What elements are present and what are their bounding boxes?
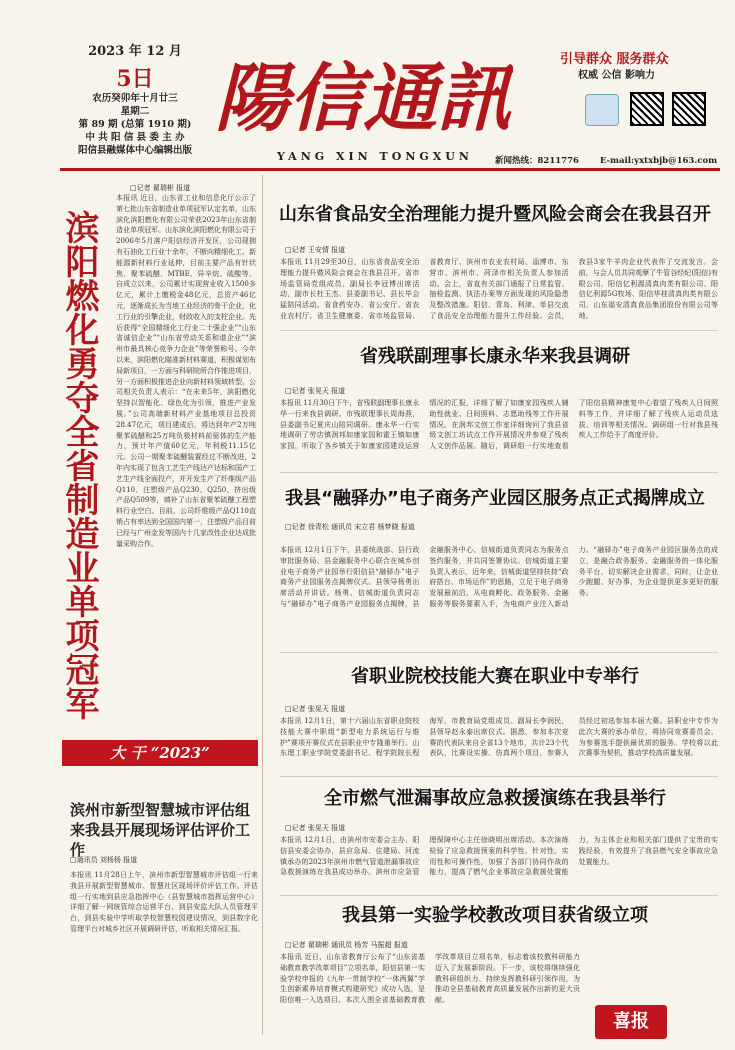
title-char-2: 信 [289,56,363,142]
media-center-logo [585,94,619,126]
news-hotline: 新闻热线：8211776 [495,156,579,166]
article-2-headline: 省残联副理事长康永华来我县调研 [360,346,630,367]
article-5-headline: 全市燃气泄漏事故应急救援演练在我县举行 [324,788,666,809]
article-divider [280,776,718,777]
title-char-1: 陽 [215,56,289,142]
article-divider [280,652,718,653]
email: E-mail:yxtxbjb@163.com [599,156,718,166]
lunar-date: 农历癸卯年十月廿三 [92,93,178,104]
article-3-headline: 我县“融驿办”电子商务产业园区服务点正式揭牌成立 [285,488,705,509]
weekday: 星期二 [120,106,150,117]
left-body: 本报讯 近日，山东省工业和信息化厅公示了第七批山东省制造业单项冠军认定名单，山东滨化滨阳燃化有限公司荣获2023年山东省制造业单项冠军。山东滨化滨阳燃化有限公司于2006年5月落户阳信经济开发区，公司现拥有石油化工行业十余年，不断向精细化工、新能源新材料行业延伸，目前主要产品有针状焦、聚苯硫醚、MTBE、异辛烷、硫酸等。自成立以来，公司累计实现营业收入1500多亿元，累计上缴税金48亿元，总资产46亿元，逐渐成长为当地工业经济的骨干企业，化工行业的引擎企业，财政收入的支柱企业。先后获得“全国精细化工行业二十强企业”“山东省诚信企业”“山东省劳动关系和谐企业”“滨州市最具核心竞争力企业”等荣誉称号。今年以来，滨阳燃化瞄准新材料赛道，积极谋划布局新项目，一方面与科研院所合作推进项目，另一方面积极推进企业向新材料领域转型。公司相关负责人表示：“在未来5年，滨阳燃化坚持以智能化、绿色化为引领，推进产业发展。”公司高端新材料产业基地项目总投资28.47亿元，项目建成后，将达到年产2万吨聚苯硫醚和25万吨负极材料前驱体的生产能力，预计年产值60亿元，年利税11.15亿元。公司一期聚苯硫醚装置经过不断改进，2年内实现了包含工艺生产线达产达标和国产工艺生产线全面投产，并开发生产了纤维级产品Q110、注塑级产品Q230、Q250、挤出级产品Q509等，填补了山东省聚苯硫醚工程塑料行业空白。目前，公司纤维级产品Q110直销占有率达到全国国内第一，注塑级产品目前已经与广州金发等国内十几家改性企业达成批量采购合作。 [116,194,256,548]
article-divider [280,472,718,473]
left-headline: 滨阳燃化勇夺全省制造业单项冠军 [59,210,99,720]
masthead-rule [60,168,720,171]
article-2-byline: □记者 张晃天 报道 [285,387,346,395]
masthead-day: 5日 [116,66,154,92]
slogan-primary: 引导群众 服务群众 [560,52,669,67]
masthead-info [60,92,210,157]
qr-code-icon [672,92,706,126]
left-byline: □记者 翟瑞彬 报道 [130,184,191,192]
masthead-date: 2023 年 12 月 [88,44,182,59]
article-3-body: 本报讯 12月1日下午，县委统战部、县行政审批服务局、县金融服务中心联合在城乡创业电子商务产业园举行阳信县“融驿办”电子商务产业园服务点揭牌仪式。县领导杨勇出席活动并讲话。杨勇、信城街道负责同志与“融驿办”电子商务产业园服务点揭牌，县金融服务中心、信城街道负责同志为服务点签约服务，并共同签署协议。信城街道主要负责人表示，近年来，信城街道坚持扶持“政府搭台、市场运作”的思路，立足于电子商务发展最前沿，从电商孵化、政务服务、金融服务等服务要素入手，为电商产业注入新动力。“融驿办”电子商务产业园区服务点的成立，是融合政务服务、金融服务的一体化服务平台，切实解决企业需求，同时，让企业少跑腿、好办事，为企业提供更多更好的服务。 [280,546,718,608]
contact-info [495,154,717,166]
title-char-4: 訊 [437,56,511,142]
feature-byline: □通讯员 刘杨杨 报道 [70,856,138,864]
article-1-headline: 山东省食品安全治理能力提升暨风险会商会在我县召开 [279,204,711,225]
column-divider [262,175,263,1035]
article-6-body: 本报讯 近日，山东省教育厅公布了“山东省基础教育教学改革项目”立项名单，阳信县第一实验学校申报的《九年一贯制学校“一体两翼”学生创新素养培育模式构建研究》成功入选，是阳信唯一入选项目。本次入围全省基础教育教学改革项目立项名单，标志着该校教科研能力迈入了发展新阶段。下一步，该校将继续强化教科研组织力、持续发挥教科研引领作用，为推动全县基础教育高质量发展作出新的更大贡献。 [280,953,580,1005]
feature-banner: 大 干 “2023” [62,740,258,766]
feature-body: 本报讯 11月28日上午，滨州市新型智慧城市评估组一行来我县开展新型智慧城市、智慧社区现场评价评估工作。评估组一行实地到县应急指挥中心（县智慧城市指挥运营中心）详细了解一网统管综合运营平台、到县安监大队人员管理平台，到县实验中学听取学校智慧校园建设情况，到县数字化管理平台对城乡社区开展调研评估，听取相关情况汇报。 [70,871,258,933]
slogan-secondary: 权威 公信 影响力 [578,70,655,81]
article-4-byline: □记者 张晃天 报道 [285,705,346,713]
title-char-3: 通 [363,56,437,142]
good-news-badge: 喜报 [595,1005,667,1039]
article-6-byline: □记者 翟瑞彬 通讯员 杨芳 马振超 报道 [285,941,408,949]
title-pinyin: YANG XIN TONGXUN [277,150,473,163]
article-1-byline: □记者 王安情 报道 [285,246,346,254]
article-4-headline: 省职业院校技能大赛在职业中专举行 [351,666,639,687]
article-divider [280,895,718,896]
feature-headline: 滨州市新型智慧城市评估组来我县开展现场评估评价工作 [70,801,251,859]
qr-code-icon [630,92,664,126]
article-2-body: 本报讯 11月30日下午，省残联副理事长康永华一行来我县调研。市残联理事长周海燕，县委副书记夏庆山陪同调研。康永华一行实地调研了劳店镇润邦如康家园和霍王镇如康家园，听取了各乡镇关于如康家园建设运营情况的汇报，详细了解了如康家园残疾人辅助性就业、日间照料、志愿助残等工作开展情况。在润邦文创工作室详细询问了我县省级文创工坊试点工作开展情况并参观了残疾人文创作品展。随后，调研组一行实地查看了阳信县精神康复中心看望了残疾人日间照料等工作，并详细了解了残疾人运动员选拔、培训等相关情况。调研组一行对我县残疾人工作给予了高度评价。 [280,399,718,451]
sponsor: 中 共 阳 信 县 委 主 办 [85,132,185,143]
newspaper-title-logo [213,28,513,148]
article-5-body: 本报讯 12月1日，由滨州市安委会主办，阳信县安委会协办，县应急局、住建局、河流镇承办的2023年滨州市燃气管道泄漏事故应急救援演练在我县成功举办。滨州市应急管理保障中心主任徐晓明出席活动。本次演练检验了应急救援预案的科学性、针对性、实用性和可操作性，加强了各部门协同作战的能力，提高了燃气企业事故应急救援处置能力，为主体企业和相关部门提供了宝贵的实践经验，有效提升了我县燃气安全事故应急处置能力。 [280,836,718,877]
article-5-byline: □记者 张晃天 报道 [285,824,346,832]
article-3-byline: □记者 徐青松 通讯员 宋立君 杨梦晓 报道 [285,523,415,531]
issue-number: 第 89 期 (总第 1910 期) [78,119,192,130]
article-1-body: 本报讯 11月29至30日，山东省食品安全治理能力提升暨风险会商会在我县召开。省市场监管局党组成员、副局长李冠博出席活动，副市长杜玉杰、县委副书记、县长毕会猛陪同活动。省食药安办、省公安厅、省农业农村厅、省卫生健康委、省市场监管局、省教育厅、滨州市农业农村局、淄博市、东营市、滨州市、菏泽市相关负责人参加活动。会上，省直有关部门通报了日常监管、抽检监测、执法办案等方面发现的风险隐患及整改措施。阳信、青岛、利津、单县交流了食品安全治理能力提升工作经验。会员，我县3家牛羊肉企业代表作了交流发言。会前，与会人员共同观摩了牛管谷经纪(阳信)有限公司、阳信亿利源清真肉类有限公司、阳信亿利源5G牧场、阳信华桂清真肉类有限公司、山东福安清真食品集团股份有限公司等地。 [280,258,718,320]
article-6-headline: 我县第一实验学校教改项目获省级立项 [342,905,648,926]
editor: 阳信县融媒体中心编辑出版 [77,145,192,156]
article-4-body: 本报讯 12月1日，第十六届山东省职业院校技能大赛中职组“新型电力系统运行与维护”赛项开赛仪式在县职业中专隆重举行。山东理工职业学院党委副书记、程学院院长程海军，市教育局党组成员、副局长李润民，县领导赵永泰出席仪式。据悉，参加本次竞赛的代表队来自全省13个地市，共计23个代表队，比赛设实操、仿真两个项目，参赛人员经过初选参加本届大赛。县职业中专作为此次大赛的承办单位，将协同竞赛委员会，为参赛选手提供最优质的服务。学校将以此次赛事为契机，推动学校高质量发展。 [280,717,718,758]
article-divider [280,330,718,331]
